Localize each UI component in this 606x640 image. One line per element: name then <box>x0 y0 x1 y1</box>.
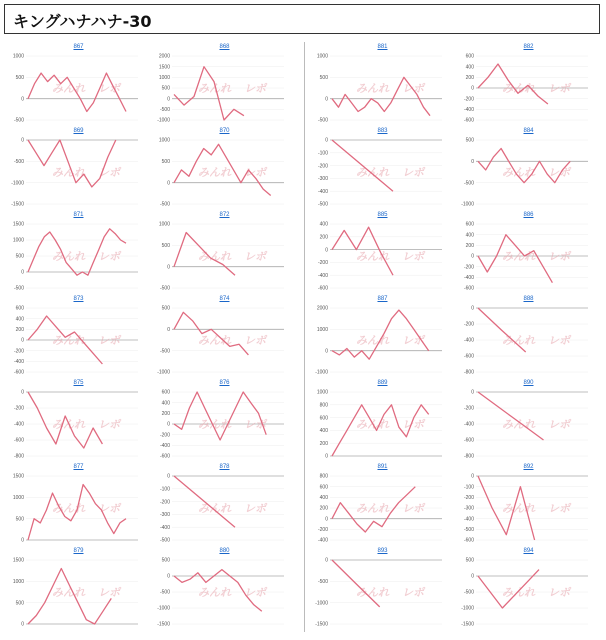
y-tick-label: 0 <box>167 264 170 271</box>
y-tick-label: 1000 <box>12 495 24 502</box>
y-tick-label: -800 <box>463 453 474 460</box>
y-tick-label: 2000 <box>158 53 170 60</box>
y-tick-label: 1500 <box>12 473 24 480</box>
watermark-left: みんれ <box>52 418 85 431</box>
y-tick-label: 0 <box>167 96 170 103</box>
y-tick-label: -200 <box>159 432 170 439</box>
y-tick-label: -500 <box>159 348 170 355</box>
watermark-left: みんれ <box>356 586 389 599</box>
y-tick-label: -1000 <box>461 605 474 612</box>
chart-title-link[interactable]: 869 <box>73 128 84 134</box>
watermark-right: レポ <box>244 586 266 599</box>
watermark-right: レポ <box>244 82 266 95</box>
watermark-left: みんれ <box>356 334 389 347</box>
line-chart <box>6 134 151 210</box>
watermark-right: レポ <box>402 418 424 431</box>
y-tick-label: 200 <box>15 327 24 334</box>
watermark-left: みんれ <box>502 166 535 179</box>
y-tick-label: 0 <box>167 573 170 580</box>
y-tick-label: -500 <box>159 285 170 292</box>
y-tick-label: 0 <box>325 516 328 523</box>
y-tick-label: 0 <box>167 327 170 334</box>
line-chart <box>6 218 151 294</box>
watermark-left: みんれ <box>198 334 231 347</box>
chart-panel <box>152 548 297 632</box>
chart-panel <box>6 548 151 632</box>
watermark-left: みんれ <box>356 502 389 515</box>
line-chart <box>310 50 455 126</box>
series-line <box>332 560 380 607</box>
chart-panel <box>456 380 601 464</box>
chart-title-link[interactable]: 884 <box>523 128 534 134</box>
line-chart <box>152 554 297 630</box>
watermark-right: レポ <box>548 502 570 515</box>
y-tick-label: 500 <box>465 557 474 564</box>
y-tick-label: 400 <box>319 495 328 502</box>
y-tick-label: 400 <box>319 221 328 228</box>
watermark-left: みんれ <box>52 166 85 179</box>
watermark-left: みんれ <box>198 82 231 95</box>
y-tick-label: -500 <box>317 201 328 208</box>
line-chart <box>6 386 151 462</box>
chart-title-link[interactable]: 870 <box>219 128 230 134</box>
watermark-right: レポ <box>98 502 120 515</box>
y-tick-label: 0 <box>471 159 474 166</box>
y-tick-label: -500 <box>13 159 24 166</box>
chart-panel <box>456 212 601 296</box>
y-tick-label: 600 <box>15 305 24 312</box>
line-chart <box>310 470 455 546</box>
y-tick-label: 200 <box>465 243 474 250</box>
chart-panel <box>310 212 455 296</box>
chart-title-link[interactable]: 892 <box>523 464 534 470</box>
y-tick-label: -1500 <box>11 201 24 208</box>
watermark-left: みんれ <box>198 166 231 179</box>
watermark-left: みんれ <box>52 334 85 347</box>
y-tick-label: -1000 <box>157 117 170 124</box>
y-tick-label: 2000 <box>316 305 328 312</box>
watermark-right: レポ <box>402 334 424 347</box>
watermark-right: レポ <box>244 250 266 263</box>
watermark-right: レポ <box>98 334 120 347</box>
chart-panel <box>456 296 601 380</box>
y-tick-label: -200 <box>317 260 328 267</box>
chart-panel <box>152 464 297 548</box>
y-tick-label: 1500 <box>158 64 170 71</box>
y-tick-label: -200 <box>463 321 474 328</box>
chart-title-link[interactable]: 893 <box>377 548 388 554</box>
y-tick-label: 1000 <box>316 53 328 60</box>
chart-panel <box>152 380 297 464</box>
y-tick-label: -400 <box>463 421 474 428</box>
watermark-left: みんれ <box>198 586 231 599</box>
y-tick-label: -400 <box>317 537 328 544</box>
y-tick-label: 500 <box>161 85 170 92</box>
y-tick-label: -1500 <box>157 621 170 628</box>
y-tick-label: -500 <box>13 117 24 124</box>
watermark-right: レポ <box>402 586 424 599</box>
watermark-left: みんれ <box>52 250 85 263</box>
chart-title-link[interactable]: 876 <box>219 380 230 386</box>
chart-title-link[interactable]: 890 <box>523 380 534 386</box>
y-tick-label: 600 <box>465 221 474 228</box>
y-tick-label: 0 <box>325 348 328 355</box>
watermark-right: レポ <box>244 334 266 347</box>
chart-title-link[interactable]: 888 <box>523 296 534 302</box>
y-tick-label: -400 <box>13 421 24 428</box>
chart-title-link[interactable]: 880 <box>219 548 230 554</box>
line-chart <box>456 470 601 546</box>
y-tick-label: 500 <box>15 600 24 607</box>
line-chart <box>152 470 297 546</box>
y-tick-label: -400 <box>463 516 474 523</box>
chart-title-link[interactable]: 874 <box>219 296 230 302</box>
y-tick-label: 400 <box>319 428 328 435</box>
line-chart <box>310 302 455 378</box>
y-tick-label: 500 <box>465 137 474 144</box>
line-chart <box>456 386 601 462</box>
y-tick-label: -200 <box>463 405 474 412</box>
watermark-left: みんれ <box>502 586 535 599</box>
y-tick-label: 400 <box>465 232 474 239</box>
y-tick-label: 0 <box>167 421 170 428</box>
y-tick-label: -1000 <box>157 605 170 612</box>
chart-title-link[interactable]: 873 <box>73 296 84 302</box>
y-tick-label: -200 <box>317 527 328 534</box>
y-tick-label: -400 <box>159 524 170 531</box>
y-tick-label: 0 <box>471 85 474 92</box>
watermark-left: みんれ <box>356 82 389 95</box>
y-tick-label: 500 <box>15 516 24 523</box>
watermark-right: レポ <box>98 82 120 95</box>
y-tick-label: -100 <box>159 486 170 493</box>
line-chart <box>152 302 297 378</box>
y-tick-label: 1000 <box>158 221 170 228</box>
y-tick-label: -200 <box>159 499 170 506</box>
chart-panel <box>456 128 601 212</box>
line-chart <box>152 50 297 126</box>
watermark-right: レポ <box>244 166 266 179</box>
y-tick-label: -100 <box>463 484 474 491</box>
y-tick-label: 200 <box>465 75 474 82</box>
chart-title-link[interactable]: 875 <box>73 380 84 386</box>
y-tick-label: -300 <box>317 176 328 183</box>
y-tick-label: -1000 <box>315 600 328 607</box>
y-tick-label: -300 <box>463 505 474 512</box>
y-tick-label: 1500 <box>12 221 24 228</box>
watermark-left: みんれ <box>502 82 535 95</box>
line-chart <box>310 134 455 210</box>
y-tick-label: -500 <box>13 285 24 292</box>
line-chart <box>310 218 455 294</box>
watermark-left: みんれ <box>198 502 231 515</box>
watermark-left: みんれ <box>198 250 231 263</box>
watermark-right: レポ <box>98 586 120 599</box>
y-tick-label: -800 <box>463 369 474 376</box>
line-chart <box>152 386 297 462</box>
watermark-left: みんれ <box>356 418 389 431</box>
column-divider <box>304 42 305 632</box>
y-tick-label: -500 <box>463 589 474 596</box>
y-tick-label: -500 <box>463 527 474 534</box>
watermark-right: レポ <box>402 82 424 95</box>
chart-panel <box>152 212 297 296</box>
chart-panel <box>6 128 151 212</box>
chart-title-link[interactable]: 883 <box>377 128 388 134</box>
watermark-left: みんれ <box>502 502 535 515</box>
y-tick-label: 500 <box>161 243 170 250</box>
y-tick-label: -200 <box>463 96 474 103</box>
y-tick-label: 1000 <box>158 137 170 144</box>
line-chart <box>6 302 151 378</box>
chart-panel <box>152 128 297 212</box>
watermark-right: レポ <box>548 418 570 431</box>
line-chart <box>310 554 455 630</box>
y-tick-label: -500 <box>159 201 170 208</box>
y-tick-label: 0 <box>325 247 328 254</box>
y-tick-label: -400 <box>317 188 328 195</box>
watermark-right: レポ <box>98 166 120 179</box>
page-header <box>4 4 600 34</box>
y-tick-label: 800 <box>319 473 328 480</box>
line-chart <box>456 554 601 630</box>
y-tick-label: 0 <box>471 253 474 260</box>
y-tick-label: 0 <box>471 473 474 480</box>
line-chart <box>152 134 297 210</box>
watermark-left: みんれ <box>502 418 535 431</box>
y-tick-label: 400 <box>465 64 474 71</box>
y-tick-label: 0 <box>325 96 328 103</box>
y-tick-label: 0 <box>21 537 24 544</box>
chart-panel <box>310 296 455 380</box>
watermark-left: みんれ <box>52 82 85 95</box>
y-tick-label: -500 <box>463 180 474 187</box>
y-tick-label: -1000 <box>461 201 474 208</box>
y-tick-label: 200 <box>319 505 328 512</box>
y-tick-label: 0 <box>325 453 328 460</box>
y-tick-label: -400 <box>13 359 24 366</box>
chart-panel <box>6 44 151 128</box>
y-tick-label: -1000 <box>157 369 170 376</box>
y-tick-label: 0 <box>471 305 474 312</box>
y-tick-label: -200 <box>13 405 24 412</box>
y-tick-label: -300 <box>159 512 170 519</box>
watermark-right: レポ <box>548 166 570 179</box>
y-tick-label: 800 <box>319 402 328 409</box>
y-tick-label: -600 <box>13 437 24 444</box>
chart-title-link[interactable]: 885 <box>377 212 388 218</box>
line-chart <box>456 50 601 126</box>
y-tick-label: -200 <box>13 348 24 355</box>
watermark-right: レポ <box>548 586 570 599</box>
watermark-left: みんれ <box>502 334 535 347</box>
chart-panel <box>6 464 151 548</box>
watermark-right: レポ <box>244 502 266 515</box>
line-chart <box>6 50 151 126</box>
y-tick-label: -600 <box>13 369 24 376</box>
chart-title-link[interactable]: 872 <box>219 212 230 218</box>
watermark-left: みんれ <box>356 166 389 179</box>
chart-title-link[interactable]: 889 <box>377 380 388 386</box>
chart-panel <box>456 44 601 128</box>
y-tick-label: 600 <box>465 53 474 60</box>
line-chart <box>456 218 601 294</box>
y-tick-label: -1500 <box>315 621 328 628</box>
y-tick-label: -400 <box>159 443 170 450</box>
y-tick-label: 400 <box>15 316 24 323</box>
y-tick-label: 0 <box>21 137 24 144</box>
line-chart <box>456 302 601 378</box>
y-tick-label: -1000 <box>11 180 24 187</box>
y-tick-label: 0 <box>21 337 24 344</box>
y-tick-label: 500 <box>161 305 170 312</box>
y-tick-label: 0 <box>21 621 24 628</box>
y-tick-label: -600 <box>463 117 474 124</box>
y-tick-label: -500 <box>317 579 328 586</box>
y-tick-label: -100 <box>317 150 328 157</box>
y-tick-label: 200 <box>161 411 170 418</box>
y-tick-label: 500 <box>161 159 170 166</box>
chart-panel <box>152 44 297 128</box>
chart-title-link[interactable]: 891 <box>377 464 388 470</box>
y-tick-label: -1500 <box>461 621 474 628</box>
chart-panel <box>456 464 601 548</box>
y-tick-label: 600 <box>319 415 328 422</box>
chart-panel <box>310 380 455 464</box>
chart-title-link[interactable]: 878 <box>219 464 230 470</box>
watermark-right: レポ <box>548 82 570 95</box>
chart-panel <box>456 548 601 632</box>
y-tick-label: -500 <box>159 107 170 114</box>
y-tick-label: 400 <box>161 400 170 407</box>
y-tick-label: 1000 <box>316 389 328 396</box>
chart-panel <box>6 212 151 296</box>
chart-title-link[interactable]: 868 <box>219 44 230 50</box>
watermark-right: レポ <box>402 250 424 263</box>
watermark-right: レポ <box>98 250 120 263</box>
y-tick-label: -500 <box>159 537 170 544</box>
series-line <box>28 140 116 187</box>
y-tick-label: 500 <box>15 75 24 82</box>
y-tick-label: 0 <box>471 573 474 580</box>
chart-title-link[interactable]: 871 <box>73 212 84 218</box>
y-tick-label: -600 <box>463 537 474 544</box>
y-tick-label: 0 <box>471 389 474 396</box>
chart-panel <box>6 380 151 464</box>
y-tick-label: 1000 <box>316 327 328 334</box>
y-tick-label: 500 <box>319 75 328 82</box>
watermark-right: レポ <box>548 250 570 263</box>
chart-panel <box>310 548 455 632</box>
y-tick-label: -600 <box>317 285 328 292</box>
chart-panel <box>6 296 151 380</box>
y-tick-label: -500 <box>159 589 170 596</box>
y-tick-label: 1500 <box>12 557 24 564</box>
chart-title-link[interactable]: 887 <box>377 296 388 302</box>
line-chart <box>152 218 297 294</box>
chart-title-link[interactable]: 877 <box>73 464 84 470</box>
y-tick-label: -400 <box>463 337 474 344</box>
y-tick-label: -200 <box>317 163 328 170</box>
y-tick-label: -400 <box>317 272 328 279</box>
chart-title-link[interactable]: 886 <box>523 212 534 218</box>
chart-panel <box>152 296 297 380</box>
y-tick-label: -600 <box>463 285 474 292</box>
y-tick-label: 200 <box>319 440 328 447</box>
watermark-right: レポ <box>98 418 120 431</box>
watermark-right: レポ <box>244 418 266 431</box>
y-tick-label: 0 <box>21 96 24 103</box>
y-tick-label: 0 <box>167 473 170 480</box>
y-tick-label: -800 <box>13 453 24 460</box>
y-tick-label: 0 <box>325 557 328 564</box>
chart-title-link[interactable]: 879 <box>73 548 84 554</box>
y-tick-label: -1000 <box>315 369 328 376</box>
y-tick-label: -600 <box>159 453 170 460</box>
y-tick-label: -600 <box>463 353 474 360</box>
y-tick-label: -600 <box>463 437 474 444</box>
y-tick-label: 600 <box>161 389 170 396</box>
chart-title-link[interactable]: 881 <box>377 44 388 50</box>
y-tick-label: 500 <box>161 557 170 564</box>
y-tick-label: 1000 <box>158 75 170 82</box>
chart-panel <box>310 464 455 548</box>
y-tick-label: 0 <box>167 180 170 187</box>
watermark-left: みんれ <box>356 250 389 263</box>
chart-panel <box>310 128 455 212</box>
watermark-left: みんれ <box>52 502 85 515</box>
y-tick-label: 1000 <box>12 237 24 244</box>
series-line <box>478 392 544 440</box>
line-chart <box>310 386 455 462</box>
chart-title-link[interactable]: 882 <box>523 44 534 50</box>
watermark-left: みんれ <box>502 250 535 263</box>
y-tick-label: -200 <box>463 264 474 271</box>
y-tick-label: 0 <box>325 137 328 144</box>
page-title: キングハナハナ-30 <box>13 12 152 31</box>
y-tick-label: 0 <box>21 269 24 276</box>
watermark-right: レポ <box>548 334 570 347</box>
y-tick-label: 1000 <box>12 579 24 586</box>
y-tick-label: 0 <box>21 389 24 396</box>
series-line <box>174 392 266 440</box>
y-tick-label: -400 <box>463 107 474 114</box>
line-chart <box>6 470 151 546</box>
y-tick-label: 1000 <box>12 53 24 60</box>
y-tick-label: -500 <box>317 117 328 124</box>
y-tick-label: -400 <box>463 275 474 282</box>
y-tick-label: 200 <box>319 234 328 241</box>
watermark-right: レポ <box>402 166 424 179</box>
y-tick-label: -200 <box>463 495 474 502</box>
line-chart <box>456 134 601 210</box>
y-tick-label: 500 <box>15 253 24 260</box>
watermark-left: みんれ <box>198 418 231 431</box>
line-chart <box>6 554 151 630</box>
chart-panel <box>310 44 455 128</box>
watermark-right: レポ <box>402 502 424 515</box>
chart-title-link[interactable]: 867 <box>73 44 84 50</box>
y-tick-label: 600 <box>319 484 328 491</box>
watermark-left: みんれ <box>52 586 85 599</box>
chart-title-link[interactable]: 894 <box>523 548 534 554</box>
